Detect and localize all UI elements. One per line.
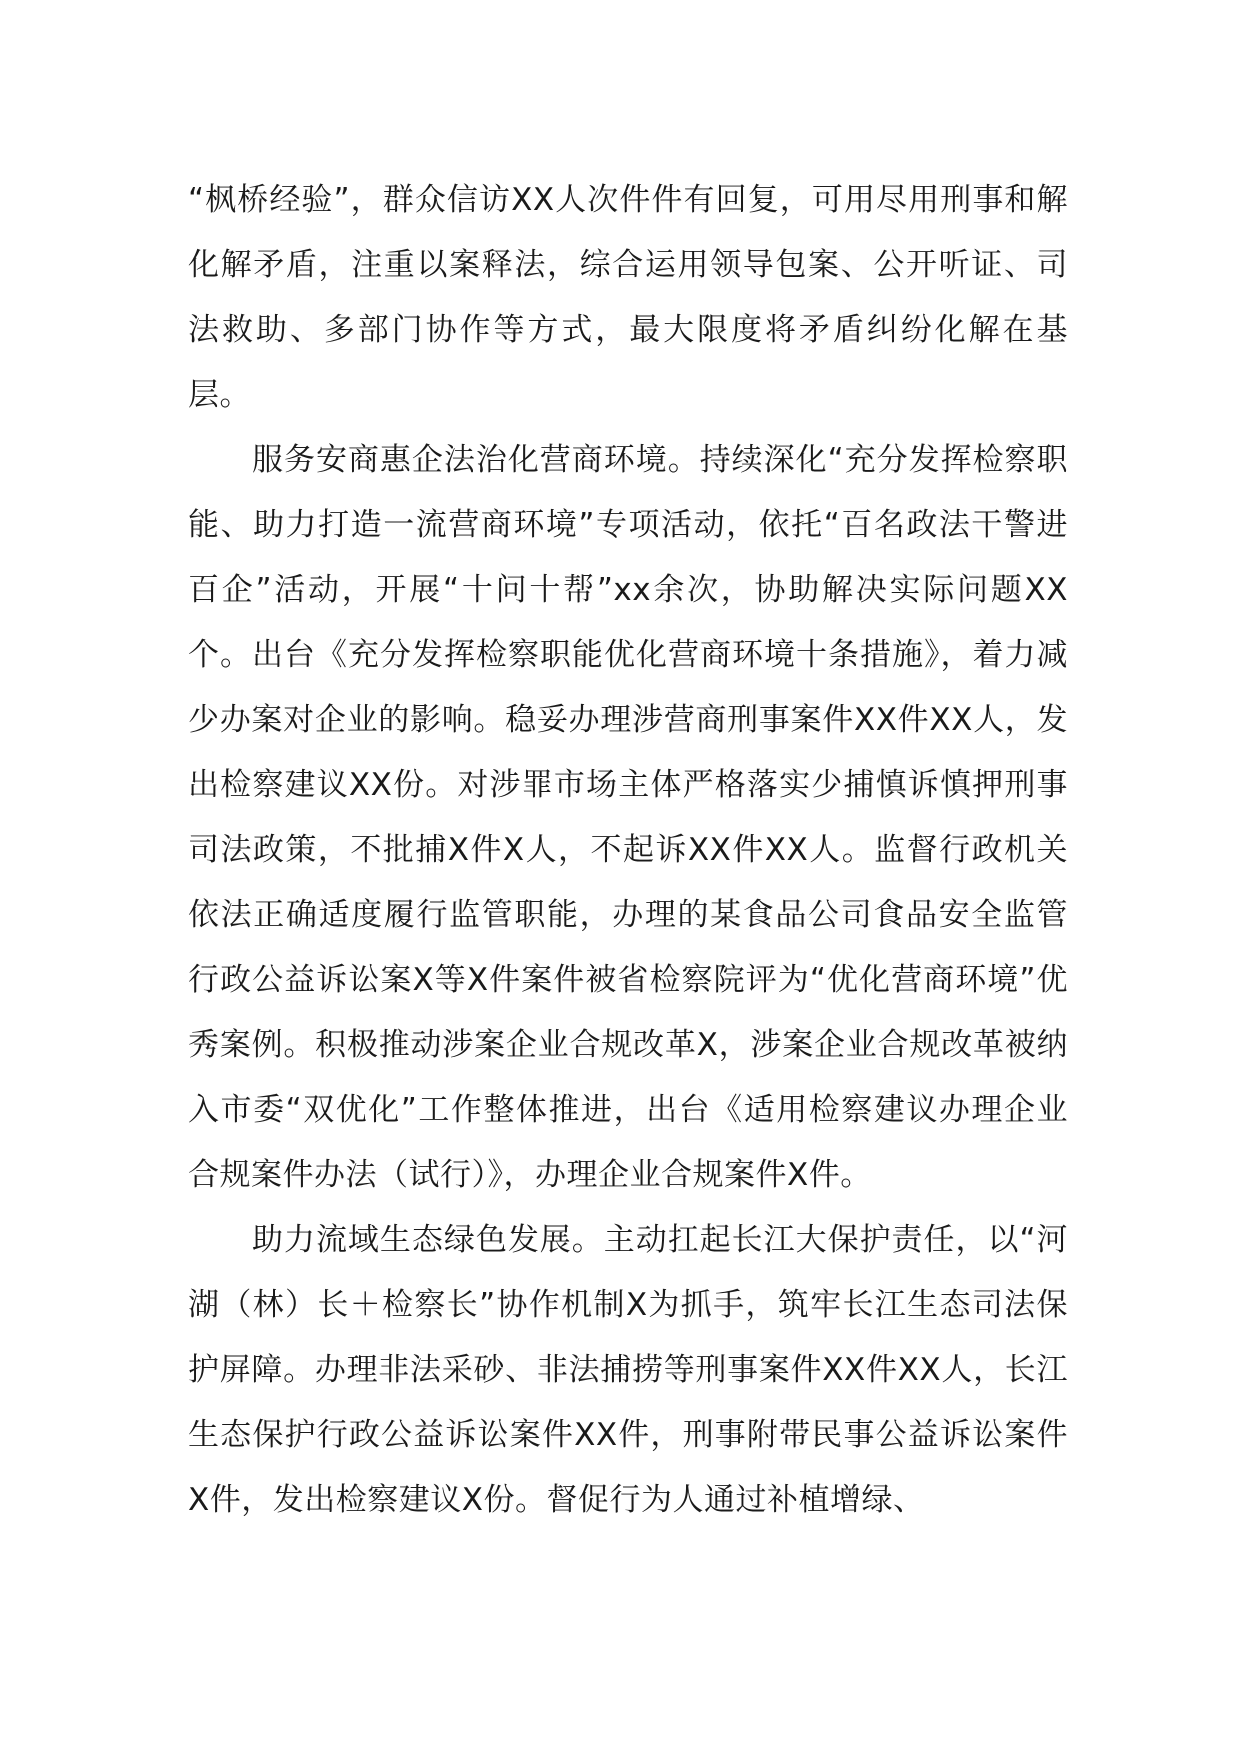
paragraph-fengqiao-experience: “枫桥经验”，群众信访XX人次件件有回复，可用尽用刑事和解化解矛盾，注重以案释法，综合运用领导包案、公开听证、司法救助、多部门协作等方式，最大限度将矛盾纠纷化解在基层。 (188, 182, 1068, 413)
document-body (188, 168, 1068, 1533)
paragraph-ecological-development: 助力流域生态绿色发展。主动扛起长江大保护责任，以“河湖（林）长＋检察长”协作机制X为抓手，筑牢长江生态司法保护屏障。办理非法采砂、非法捕捞等刑事案件XX件XX人，长江生态保护行政公益诉讼案件XX件，刑事附带民事公益诉讼案件X件，发出检察建议X份。督促行为人通过补植增绿、 (188, 1222, 1068, 1518)
paragraph-business-environment: 服务安商惠企法治化营商环境。持续深化“充分发挥检察职能、助力打造一流营商环境”专项活动，依托“百名政法干警进百企”活动，开展“十问十帮”xx余次，协助解决实际问题XX个。出台《充分发挥检察职能优化营商环境十条措施》，着力减少办案对企业的影响。稳妥办理涉营商刑事案件XX件XX人，发出检察建议XX份。对涉罪市场主体严格落实少捕慎诉慎押刑事司法政策，不批捕X件X人，不起诉XX件XX人。监督行政机关依法正确适度履行监管职能，办理的某食品公司食品安全监管行政公益诉讼案X等X件案件被省检察院评为“优化营商环境”优秀案例。积极推动涉案企业合规改革X，涉案企业合规改革被纳入市委“双优化”工作整体推进，出台《适用检察建议办理企业合规案件办法（试行）》，办理企业合规案件X件。 (188, 442, 1068, 1193)
